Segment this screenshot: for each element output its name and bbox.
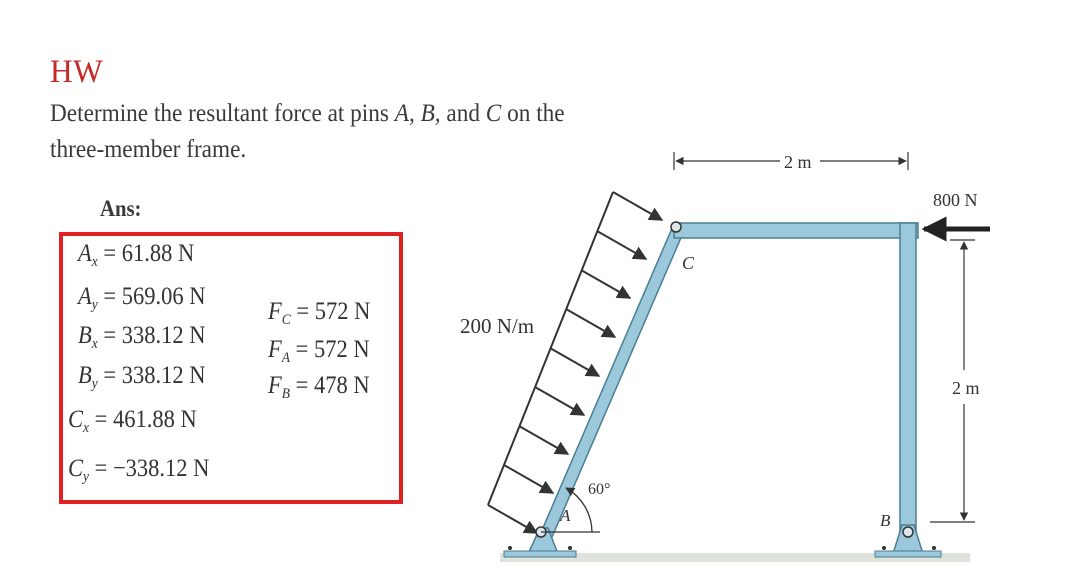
load-label: 200 N/m xyxy=(460,314,535,338)
answer-cy: $C_y = -338.12$ N xyxy=(68,455,210,485)
answer-fc: $F_C = 572$ N xyxy=(268,298,371,328)
pin-c-label: C xyxy=(682,253,695,273)
answer-by: $B_y = 338.12$ N xyxy=(78,362,206,392)
force-label: 800 N xyxy=(933,190,978,210)
assignment-tag: HW xyxy=(50,54,104,90)
member-b xyxy=(900,223,916,541)
answer-fb: $F_B = 478$ N xyxy=(268,372,370,402)
angle-label: 60° xyxy=(588,481,611,498)
pin-b-label: B xyxy=(880,511,891,530)
pin-name-c: C xyxy=(485,100,502,127)
height-label: 2 m xyxy=(952,378,980,398)
answer-ax: $A_x = 61.88$ N xyxy=(78,240,195,270)
member-ac xyxy=(536,226,686,544)
pin-c xyxy=(671,222,681,232)
problem-text-3: three-member frame. xyxy=(50,136,247,163)
answer-bx: $B_x = 338.12$ N xyxy=(78,322,206,352)
member-top xyxy=(674,223,918,238)
answer-label: Ans: xyxy=(100,196,142,221)
answer-fa: $F_A = 572$ N xyxy=(268,336,370,366)
problem-text-1: Determine the resultant force at pins xyxy=(50,100,395,127)
width-label: 2 m xyxy=(784,152,812,172)
answer-ay: $A_y = 569.06$ N xyxy=(78,283,206,313)
problem-text-2: on the xyxy=(501,100,565,127)
pin-names-ab: A, B, xyxy=(394,100,441,127)
pin-a-label: A xyxy=(560,506,571,525)
answer-cx: $C_x = 461.88$ N xyxy=(68,406,197,436)
problem-and: and xyxy=(440,100,486,127)
